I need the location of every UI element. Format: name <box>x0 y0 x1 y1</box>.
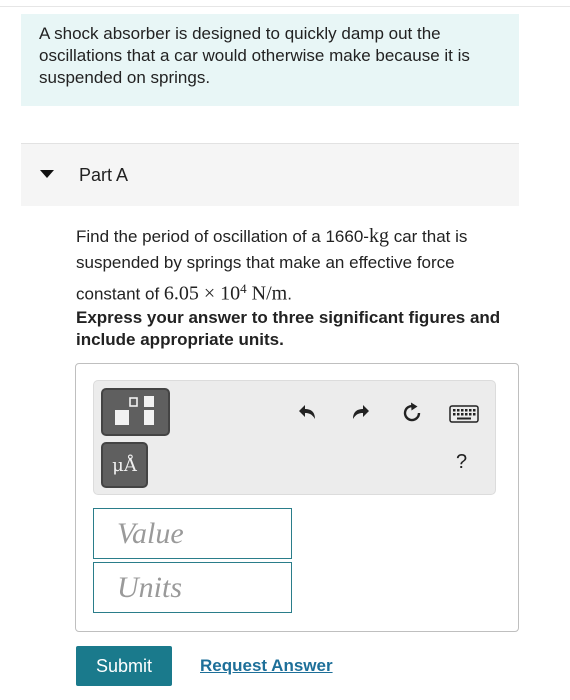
value-input[interactable] <box>93 508 292 559</box>
mass-unit: kg <box>368 225 389 247</box>
question-middle: car that is suspended by springs that make an effective force constant of <box>76 227 468 304</box>
units-icon: μÅ <box>112 454 137 476</box>
answer-box <box>75 363 519 632</box>
units-button[interactable] <box>101 442 148 488</box>
submit-button[interactable]: Submit <box>76 646 172 686</box>
intro-text: A shock absorber is designed to quickly damp out the oscillations that a car would otherwise make because it is suspended on springs. <box>39 24 470 87</box>
caret-down-icon[interactable] <box>40 170 54 178</box>
k-exponent: 4 <box>240 281 247 296</box>
request-answer-link[interactable]: Request Answer <box>200 656 333 675</box>
question-prefix: Find the period of oscillation of a 1660- <box>76 227 369 246</box>
question-text <box>76 223 506 308</box>
answer-instruction: Express your answer to three significant figures and include appropriate units. <box>76 308 501 349</box>
times-sign: × <box>198 282 221 305</box>
question-suffix: . <box>287 284 292 304</box>
undo-icon[interactable] <box>297 401 319 423</box>
part-title: Part A <box>79 165 129 185</box>
units-input[interactable] <box>93 562 292 613</box>
k-mantissa: 6.05 <box>163 282 199 305</box>
k-unit: N/m <box>246 282 288 305</box>
redo-icon[interactable] <box>349 401 371 423</box>
k-base: 10 <box>220 282 241 305</box>
templates-icon <box>103 390 168 434</box>
keyboard-icon[interactable] <box>449 405 479 423</box>
top-divider <box>0 6 570 7</box>
templates-button[interactable] <box>101 388 170 436</box>
part-a-header[interactable] <box>21 143 519 206</box>
reset-icon[interactable] <box>400 401 424 425</box>
math-toolbar <box>93 380 496 495</box>
help-icon[interactable]: ? <box>456 451 468 473</box>
problem-intro <box>21 14 519 106</box>
